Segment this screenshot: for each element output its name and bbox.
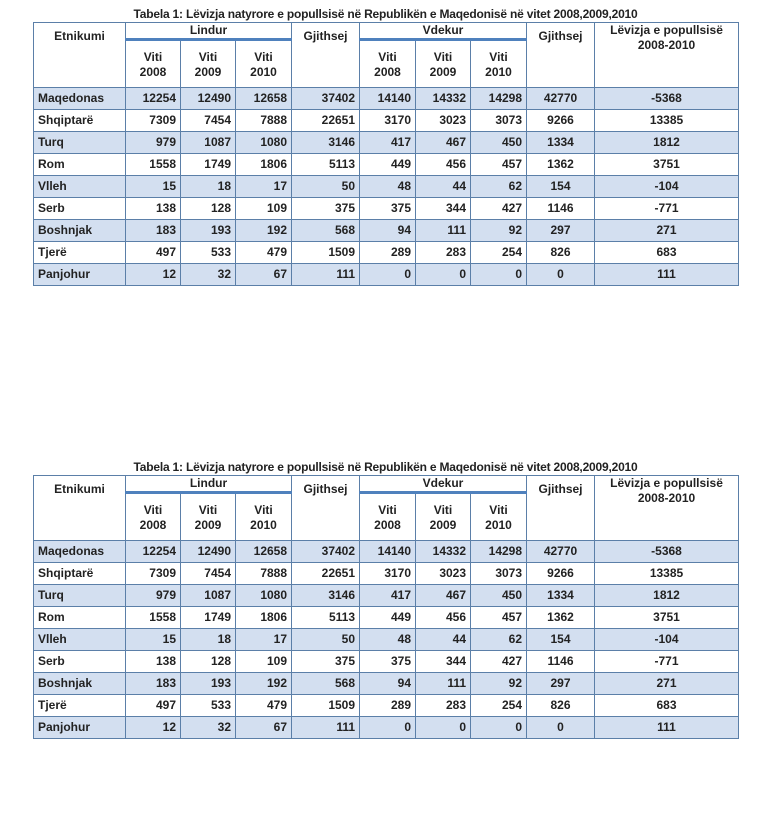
cell-l2009: 533 [181,695,236,717]
cell-lg: 37402 [292,541,360,563]
header-levizja [595,476,739,541]
header-etnikumi: Etnikumi [34,23,126,88]
cell-lev: -771 [595,651,739,673]
header-viti-label: Viti [433,503,453,517]
row-name: Shqiptarë [34,110,126,132]
header-viti-label: Viti [378,503,397,517]
header-year-label: 2009 [429,65,457,79]
population-table [33,22,739,286]
header-year-label: 2009 [194,65,222,79]
cell-v2009: 0 [416,717,471,739]
cell-vg: 1362 [527,607,595,629]
header-gjithsej-vdekur: Gjithsej [527,476,595,541]
cell-v2010: 254 [471,242,527,264]
header-lindur-year [126,493,181,541]
cell-v2008: 48 [360,176,416,198]
header-viti-label: Viti [254,503,273,517]
cell-v2010: 427 [471,651,527,673]
cell-l2009: 1087 [181,132,236,154]
cell-v2010: 62 [471,176,527,198]
cell-l2010: 1806 [236,607,292,629]
cell-l2010: 67 [236,264,292,286]
cell-l2008: 15 [126,176,181,198]
row-name: Rom [34,154,126,176]
header-vdekur-year [471,40,527,88]
cell-v2009: 456 [416,154,471,176]
cell-l2010: 7888 [236,563,292,585]
cell-l2009: 1749 [181,607,236,629]
cell-l2009: 533 [181,242,236,264]
cell-v2008: 0 [360,264,416,286]
table-row [34,607,739,629]
cell-l2008: 7309 [126,110,181,132]
cell-l2009: 32 [181,717,236,739]
header-year-label: 2010 [250,65,277,79]
header-year-label: 2010 [485,518,512,532]
header-levizja [595,23,739,88]
header-levizja-line2: 2008-2010 [637,491,696,505]
cell-vg: 1146 [527,651,595,673]
cell-lg: 50 [292,629,360,651]
cell-v2010: 92 [471,673,527,695]
table-block-1 [33,6,738,286]
header-viti-label: Viti [378,50,397,64]
cell-vg: 1146 [527,198,595,220]
header-levizja-line1: Lëvizja e popullsisë [610,476,723,490]
cell-v2008: 289 [360,695,416,717]
cell-v2010: 3073 [471,110,527,132]
cell-l2008: 138 [126,651,181,673]
cell-l2010: 12658 [236,541,292,563]
cell-l2009: 193 [181,673,236,695]
cell-v2009: 344 [416,198,471,220]
table-caption: Tabela 1: Lëvizja natyrore e popullsisë në Republikën e Maqedonisë në vitet 2008,2009,2010 [133,460,638,474]
row-name: Panjohur [34,717,126,739]
row-name: Serb [34,198,126,220]
cell-v2009: 467 [416,132,471,154]
cell-lg: 1509 [292,695,360,717]
cell-l2010: 479 [236,695,292,717]
cell-l2010: 192 [236,673,292,695]
table-row [34,585,739,607]
cell-l2008: 12 [126,264,181,286]
header-viti-label: Viti [489,503,508,517]
cell-l2010: 109 [236,651,292,673]
cell-v2010: 457 [471,154,527,176]
table-row [34,264,739,286]
header-lindur-year [181,493,236,541]
row-name: Vlleh [34,176,126,198]
cell-v2010: 14298 [471,541,527,563]
cell-lev: 13385 [595,563,739,585]
table-row [34,198,739,220]
cell-vg: 1334 [527,585,595,607]
table-row [34,695,739,717]
cell-lev: 111 [595,717,739,739]
header-year-label: 2008 [374,65,401,79]
cell-v2008: 3170 [360,563,416,585]
cell-lg: 111 [292,264,360,286]
cell-lg: 375 [292,198,360,220]
cell-lev: 271 [595,220,739,242]
cell-l2008: 979 [126,132,181,154]
table-caption: Tabela 1: Lëvizja natyrore e popullsisë në Republikën e Maqedonisë në vitet 2008,2009,2010 [133,7,638,21]
cell-lg: 568 [292,673,360,695]
cell-vg: 9266 [527,563,595,585]
row-name: Boshnjak [34,673,126,695]
cell-vg: 9266 [527,110,595,132]
header-gjithsej-lindur: Gjithsej [292,476,360,541]
cell-l2010: 67 [236,717,292,739]
cell-v2009: 3023 [416,563,471,585]
cell-lev: 683 [595,695,739,717]
cell-vg: 1362 [527,154,595,176]
cell-lg: 5113 [292,607,360,629]
cell-lev: 683 [595,242,739,264]
cell-v2010: 450 [471,585,527,607]
cell-vg: 154 [527,629,595,651]
cell-v2010: 254 [471,695,527,717]
cell-l2009: 12490 [181,88,236,110]
cell-v2008: 289 [360,242,416,264]
table-row [34,563,739,585]
cell-l2008: 183 [126,220,181,242]
header-vdekur-year [360,493,416,541]
cell-l2009: 1749 [181,154,236,176]
cell-l2010: 192 [236,220,292,242]
row-name: Tjerë [34,242,126,264]
cell-lev: 13385 [595,110,739,132]
header-levizja-line2: 2008-2010 [637,38,696,52]
cell-vg: 826 [527,695,595,717]
cell-v2009: 344 [416,651,471,673]
row-name: Boshnjak [34,220,126,242]
cell-lg: 50 [292,176,360,198]
header-viti-label: Viti [198,503,218,517]
cell-v2009: 111 [416,220,471,242]
cell-l2008: 497 [126,242,181,264]
cell-l2010: 109 [236,198,292,220]
cell-v2010: 14298 [471,88,527,110]
cell-v2010: 92 [471,220,527,242]
cell-l2008: 12254 [126,88,181,110]
cell-vg: 154 [527,176,595,198]
cell-lg: 375 [292,651,360,673]
cell-lev: -104 [595,629,739,651]
cell-lev: 3751 [595,607,739,629]
cell-vg: 0 [527,717,595,739]
cell-vg: 42770 [527,88,595,110]
cell-vg: 826 [527,242,595,264]
cell-l2008: 15 [126,629,181,651]
cell-l2010: 1806 [236,154,292,176]
cell-v2009: 456 [416,607,471,629]
cell-l2009: 18 [181,629,236,651]
cell-lg: 1509 [292,242,360,264]
cell-lev: 271 [595,673,739,695]
cell-lev: 1812 [595,585,739,607]
cell-lev: 3751 [595,154,739,176]
header-viti-label: Viti [143,50,163,64]
row-name: Turq [34,585,126,607]
header-year-label: 2008 [139,65,167,79]
cell-v2008: 0 [360,717,416,739]
cell-l2010: 1080 [236,585,292,607]
row-name: Maqedonas [34,88,126,110]
header-viti-label: Viti [489,50,508,64]
cell-v2008: 417 [360,585,416,607]
header-gjithsej-vdekur: Gjithsej [527,23,595,88]
cell-l2008: 979 [126,585,181,607]
cell-lg: 22651 [292,110,360,132]
cell-lev: -5368 [595,541,739,563]
table-row [34,717,739,739]
cell-l2010: 7888 [236,110,292,132]
cell-lg: 568 [292,220,360,242]
header-etnikumi: Etnikumi [34,476,126,541]
cell-l2008: 1558 [126,607,181,629]
header-lindur: Lindur [126,23,292,40]
table-row [34,242,739,264]
cell-vg: 42770 [527,541,595,563]
header-levizja-line1: Lëvizja e popullsisë [610,23,723,37]
cell-vg: 297 [527,673,595,695]
cell-l2008: 12 [126,717,181,739]
cell-lg: 3146 [292,132,360,154]
cell-l2008: 7309 [126,563,181,585]
cell-l2009: 12490 [181,541,236,563]
cell-l2010: 1080 [236,132,292,154]
header-lindur-year [126,40,181,88]
table-row [34,154,739,176]
cell-lev: 111 [595,264,739,286]
table-row [34,110,739,132]
cell-v2010: 0 [471,717,527,739]
cell-v2009: 14332 [416,541,471,563]
cell-lg: 22651 [292,563,360,585]
cell-lev: -5368 [595,88,739,110]
cell-l2010: 12658 [236,88,292,110]
cell-v2008: 417 [360,132,416,154]
cell-l2009: 128 [181,651,236,673]
cell-lg: 5113 [292,154,360,176]
header-year-label: 2009 [429,518,457,532]
cell-l2010: 479 [236,242,292,264]
cell-v2008: 375 [360,198,416,220]
header-vdekur: Vdekur [360,23,527,40]
row-name: Serb [34,651,126,673]
cell-v2008: 449 [360,607,416,629]
cell-v2009: 111 [416,673,471,695]
cell-l2009: 128 [181,198,236,220]
header-lindur: Lindur [126,476,292,493]
table-row [34,673,739,695]
cell-v2008: 449 [360,154,416,176]
cell-lev: 1812 [595,132,739,154]
cell-v2008: 14140 [360,541,416,563]
cell-l2009: 193 [181,220,236,242]
cell-v2008: 48 [360,629,416,651]
cell-lev: -104 [595,176,739,198]
header-year-label: 2010 [250,518,277,532]
row-name: Turq [34,132,126,154]
cell-l2008: 183 [126,673,181,695]
header-vdekur: Vdekur [360,476,527,493]
cell-l2010: 17 [236,176,292,198]
cell-v2008: 3170 [360,110,416,132]
row-name: Tjerë [34,695,126,717]
cell-v2009: 0 [416,264,471,286]
row-name: Rom [34,607,126,629]
row-name: Vlleh [34,629,126,651]
cell-lg: 3146 [292,585,360,607]
cell-v2010: 62 [471,629,527,651]
cell-v2008: 375 [360,651,416,673]
table-row [34,220,739,242]
table-row [34,88,739,110]
header-gjithsej-lindur: Gjithsej [292,23,360,88]
row-name: Panjohur [34,264,126,286]
table-row [34,541,739,563]
header-viti-label: Viti [143,503,163,517]
header-lindur-year [181,40,236,88]
cell-lg: 111 [292,717,360,739]
header-vdekur-year [416,40,471,88]
cell-v2010: 450 [471,132,527,154]
header-vdekur-year [416,493,471,541]
cell-v2010: 427 [471,198,527,220]
header-year-label: 2008 [139,518,167,532]
cell-v2008: 94 [360,220,416,242]
population-table [33,475,739,739]
header-viti-label: Viti [433,50,453,64]
cell-l2010: 17 [236,629,292,651]
header-viti-label: Viti [254,50,273,64]
header-viti-label: Viti [198,50,218,64]
cell-v2008: 94 [360,673,416,695]
cell-v2009: 467 [416,585,471,607]
cell-lev: -771 [595,198,739,220]
header-vdekur-year [360,40,416,88]
cell-l2008: 497 [126,695,181,717]
cell-vg: 297 [527,220,595,242]
header-year-label: 2009 [194,518,222,532]
cell-v2010: 3073 [471,563,527,585]
cell-v2009: 283 [416,695,471,717]
cell-v2008: 14140 [360,88,416,110]
header-year-label: 2008 [374,518,401,532]
cell-v2009: 44 [416,629,471,651]
table-row [34,176,739,198]
cell-l2009: 18 [181,176,236,198]
cell-l2009: 7454 [181,563,236,585]
cell-v2009: 3023 [416,110,471,132]
table-row [34,629,739,651]
header-lindur-year [236,493,292,541]
cell-l2009: 32 [181,264,236,286]
row-name: Maqedonas [34,541,126,563]
cell-v2009: 14332 [416,88,471,110]
cell-l2008: 138 [126,198,181,220]
cell-l2008: 1558 [126,154,181,176]
table-row [34,651,739,673]
table-row [34,132,739,154]
header-lindur-year [236,40,292,88]
cell-l2008: 12254 [126,541,181,563]
cell-l2009: 1087 [181,585,236,607]
header-year-label: 2010 [485,65,512,79]
table-block-2 [33,459,738,739]
cell-v2010: 0 [471,264,527,286]
header-vdekur-year [471,493,527,541]
cell-v2010: 457 [471,607,527,629]
cell-v2009: 44 [416,176,471,198]
row-name: Shqiptarë [34,563,126,585]
cell-lg: 37402 [292,88,360,110]
cell-vg: 1334 [527,132,595,154]
cell-l2009: 7454 [181,110,236,132]
cell-v2009: 283 [416,242,471,264]
cell-vg: 0 [527,264,595,286]
